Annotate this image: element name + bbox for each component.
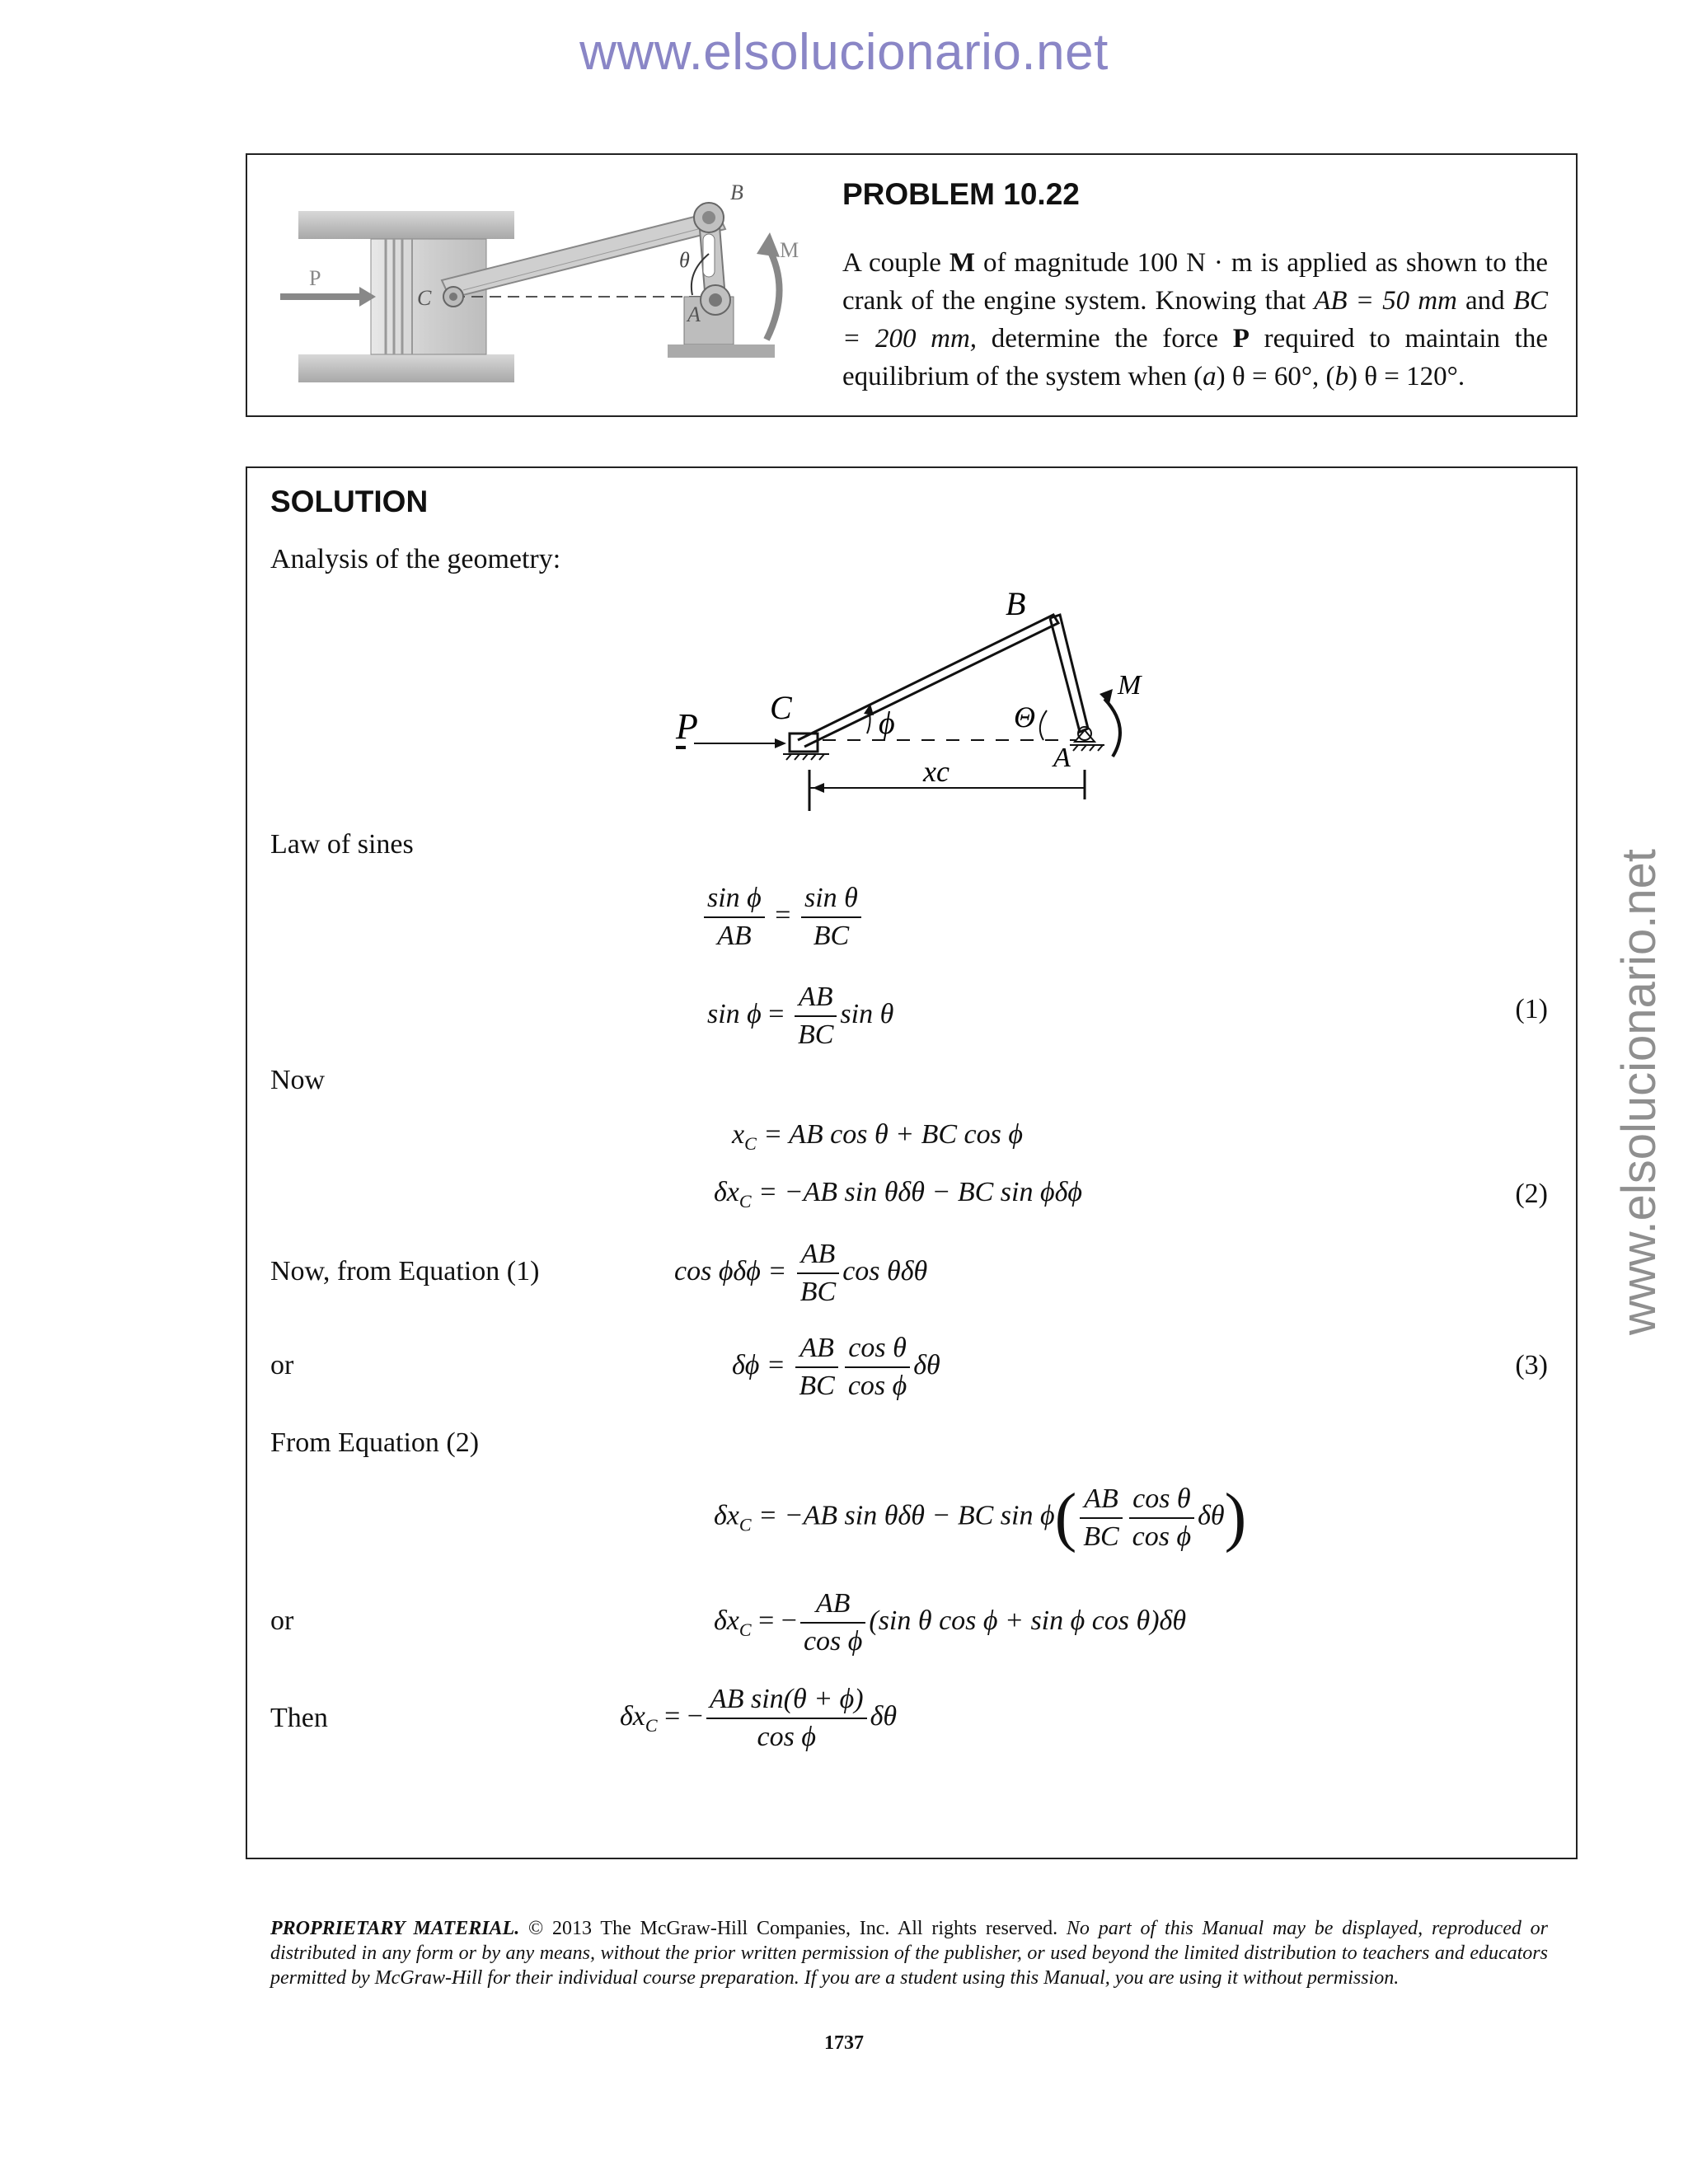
problem-text: A couple M of magnitude 100 N · m is applied as shown to the crank of the engine system. Knowing that AB = 50 mm and BC = 200 mm, determine the force P required to maintain the equilibrium of the system when (a) θ = 60°, (b) θ = 120°. <box>842 248 1548 391</box>
figure-label-m: M <box>780 238 799 262</box>
from-eq2-label: From Equation (2) <box>270 1427 480 1458</box>
figure-label-a: A <box>687 302 701 326</box>
analysis-label: Analysis of the geometry: <box>270 544 561 574</box>
equation-number-1: (1) <box>1515 994 1548 1024</box>
figure-label-theta: θ <box>679 248 690 272</box>
or-label-2: or <box>270 1605 294 1636</box>
equation-dxc-substituted: $\delta x_C = -AB$ sin θδθ − BC sin ϕ( $\frac{AB}{BC}$ $\frac{\text{cos θ}}{\text{cos ϕ}}$ δθ) <box>714 1481 1247 1554</box>
sketch-label-m: M <box>1118 670 1142 701</box>
sketch-label-a: A <box>1053 743 1071 773</box>
equation-law-of-sines: $\frac{\text{sin ϕ}}{AB}$ = $\frac{\text{sin θ}}{BC}$ <box>701 880 865 954</box>
figure-label-b: B <box>730 180 743 204</box>
watermark-top: www.elsolucionario.net <box>579 24 1109 81</box>
equation-xc: $x_C$ = AB cos θ + BC cos ϕ <box>732 1119 1023 1154</box>
cylinder-wall-top <box>298 211 514 239</box>
equation-2: $\delta x_C = -AB$ sin θδθ − BC sin ϕδϕ <box>714 1177 1082 1212</box>
figure-label-p: P <box>309 266 321 290</box>
or-label-1: or <box>270 1350 294 1380</box>
sketch-theta-arc <box>1040 710 1047 740</box>
couple-m-arrow <box>767 247 780 340</box>
now-from-eq1-label: Now, from Equation (1) <box>270 1256 540 1286</box>
then-label: Then <box>270 1703 328 1733</box>
sketch-label-xc: xc <box>923 755 950 788</box>
sketch-label-c: C <box>770 689 792 726</box>
cylinder-wall-bottom <box>298 354 514 382</box>
equation-number-2: (2) <box>1515 1179 1548 1209</box>
equation-cosphi-dphi: cos ϕδϕ = $\frac{AB}{BC}$ cos θδθ <box>674 1236 927 1310</box>
equation-dxc-final: $\delta x_C$ = − $\frac{\text{AB sin(θ + ϕ)}}{\text{cos ϕ}}$ δθ <box>620 1681 897 1755</box>
equation-number-3: (3) <box>1515 1350 1548 1380</box>
solution-title: SOLUTION <box>270 485 429 518</box>
sketch-label-p: P <box>676 706 698 747</box>
law-of-sines-label: Law of sines <box>270 829 414 860</box>
equation-dxc-expanded: $\delta x_C$ = − $\frac{AB}{\text{cos ϕ}}$ (sin θ cos ϕ + sin ϕ cos θ)δθ <box>714 1586 1186 1660</box>
problem-title: PROBLEM 10.22 <box>842 177 1080 211</box>
equation-3: δϕ = $\frac{AB}{BC}$ $\frac{\text{cos θ}}{\text{cos ϕ}}$ δθ <box>732 1330 940 1404</box>
now-label: Now <box>270 1065 326 1095</box>
sketch-label-phi: ϕ <box>879 706 895 741</box>
footer-notice: PROPRIETARY MATERIAL. © 2013 The McGraw-Hill Companies, Inc. All rights reserved. No part of this Manual may be displayed, reproduced or distributed in any form or by any means, without the prior written permission of the publisher, or used beyond the limited distribution to teachers and educators permitted by McGraw-Hill for their individual course preparation. If you are a student using this Manual, you are using it without permission. <box>270 1918 1548 1989</box>
geometry-sketch <box>659 587 1170 818</box>
sketch-crank-ab <box>1050 615 1088 732</box>
sketch-label-theta: Θ <box>1014 701 1035 733</box>
page-number: 1737 <box>824 2032 864 2054</box>
sketch-m-arrow <box>1104 699 1120 757</box>
ground <box>668 344 775 358</box>
figure-label-c: C <box>417 286 432 310</box>
engine-figure <box>280 175 808 396</box>
watermark-side: www.elsolucionario.net <box>1612 849 1666 1335</box>
sketch-label-b: B <box>1006 587 1026 622</box>
equation-1: sin ϕ = $\frac{AB}{BC}$ sin θ <box>707 979 893 1053</box>
